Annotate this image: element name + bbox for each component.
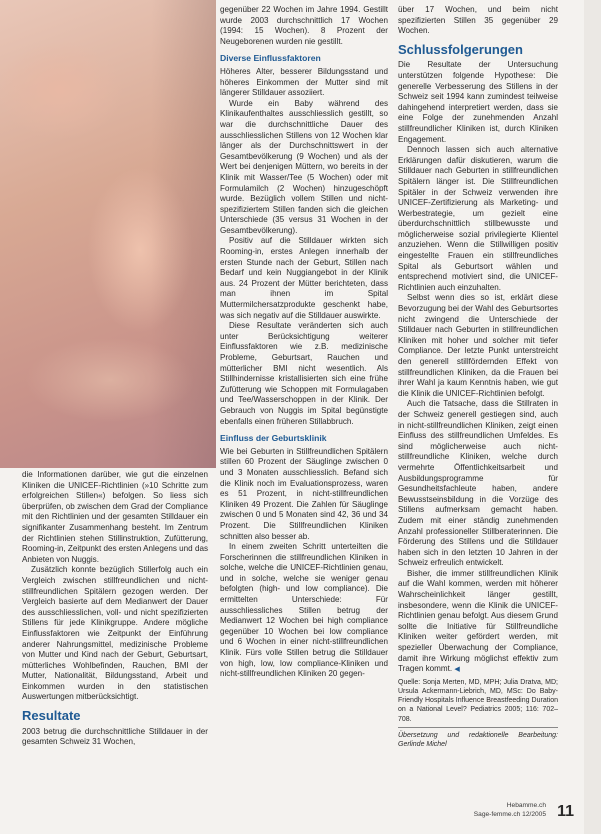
paragraph: Dennoch lassen sich auch alternative Erklärungen dafür diskutieren, warum die Stilldauer nach Geburten in stillfreundlichen Spitälern länger ist. Die Stillfreundlichen Spitäler in der Schweiz verwenden ihre UNICEF-Zertifizierung als Marketing- und Werbestrategie, um gezielt eine überdurchschnittlich stillbewusste und möglicherweise sozial privilegierte Klientel anzuziehen. Wenn die Stillwilligen positiv eingestellte Frauen ein stillfreundliches Spital als Geburtsort wählen und entsprechend motiviert sind, die UNICEF-Richtlinien auch einzuhalten. <box>398 145 558 292</box>
photo-shading <box>0 0 216 468</box>
divider <box>398 727 558 728</box>
paragraph: Höheres Alter, besserer Bildungsstand und höheres Einkommen der Mutter sind mit längerer Stilldauer assoziiert. <box>220 66 388 98</box>
page-edge <box>584 0 601 834</box>
paragraph: über 17 Wochen, und beim nicht spezifizierten Stillen 35 gegenüber 29 Wochen. <box>398 5 558 36</box>
page-footer <box>424 802 574 826</box>
paragraph: Selbst wenn dies so ist, erklärt diese Bevorzugung bei der Wahl des Geburtsortes nicht zwingend die Unterschiede der Stilldauer nach Geburten in stillfreundlichen Kliniken mit hoher und solcher mit tiefer Compliance. Der letzte Punkt unterstreicht den generell stillfördernden Effekt von stillfreundlichen Kliniken, da die Frauen bei ihrer Wahl ja kaum Kenntnis haben, wie gut die Klinik die UNICEF-Richtlinien befolgt. <box>398 293 558 398</box>
heading-resultate: Resultate <box>22 708 81 724</box>
paragraph: die Informationen darüber, wie gut die einzelnen Kliniken die UNICEF-Richtlinien (»10 Schritte zum erfolgreichen Stillen«) befolgen. So liess sich überprüfen, ob zwischen dem Grad der Compliance mit den Richtlinien und der gesamten Stilldauer ein signifikanter Zusammenhang besteht. Im Zentrum der Richtlinien stehen Stillinstruktion, Zufütterung, Rooming-in, Zeitpunkt des ersten Anlegens und das Anbieten von Nuggis. <box>22 470 208 564</box>
translation-credit: Übersetzung und redaktionelle Bearbeitung: Gerlinde Michel <box>398 731 558 749</box>
paragraph: Zusätzlich konnte bezüglich Stillerfolg auch ein Vergleich zwischen stillfreundlichen und nicht-stillfreundlichen Spitälern gezogen werden. Der Vergleich basierte auf dem Medianwert der Dauer des ausschliesslichen, voll- und nicht spezifizierten Stillens für jede Klinikgruppe. Andere mögliche Einflussfaktoren wie Zeitpunkt der Einführung anderer Nahrungsmittel, medizinische Probleme von Mutter und Kind nach der Geburt, Geburtsart, mütterliches Wohlbefinden, Rauchen, BMI der Mutter, Nationalität, Bildungsstand, Arbeit und Einkommen wurden in den statistischen Auswertungen mitberücksichtigt. <box>22 565 208 702</box>
source-reference: Quelle: Sonja Merten, MD, MPH; Julia Dratva, MD; Ursula Ackermann-Liebrich, MD, MSc: Do Baby-Friendly Hospitals Influence Breastfeeding Duration on a National Level? Pediatrics 2005; 116: 702–708. <box>398 678 558 723</box>
paragraph: Wurde ein Baby während des Klinikaufenthaltes ausschliesslich gestillt, so war die durchschnittliche Dauer des ausschliesslichen Stillens von 12 Wochen klar länger als der Durchschnittswert in der Gesamtbevölkerung (9 Wochen) und als der Wert bei denjenigen Müttern, wo bereits in der Klinik mit Wasser/Tee (5 Wochen) oder mit Formulamilch (2 Wochen) hinzugeschöpft wurde. Bezüglich vollem Stillen und nicht-spezifiziertem Stillen fanden sich die gleichen Unterschiede (35 versus 31 Wochen in der Gesamtbevölkerung). <box>220 98 388 235</box>
column-right <box>398 5 558 805</box>
journal-line-1: Hebamme.ch <box>506 802 546 809</box>
paragraph: Die Resultate der Untersuchung unterstützen folgende Hypothese: Die generelle Verbesserung des Stillens in der Schweiz seit 1994 kann zumindest teilweise dahingehend interpretiert werden, dass sie eine Folge der zunehmenden Anzahl stillfreundlicher Kliniken ist, durch Kliniken Engagement. <box>398 60 558 144</box>
heading-einflussfaktoren: Diverse Einflussfaktoren <box>220 53 321 64</box>
paragraph: Diese Resultate veränderten sich auch unter Berücksichtigung weiterer Einflussfaktoren wie z.B. medizinische Probleme, Geburtsart, Rauchen und mütterlicher BMI nicht wesentlich. Als Stillhindernisse kristallisierten sich eine frühe Zufütterung wie Schoppen mit Formulagaben und Tee/Wasserschoppen in der Klinik. Der Gebrauch von Nuggis im Spital begünstigte ebenfalls einen früheren Stillabbruch. <box>220 321 388 426</box>
journal-line-2: Sage-femme.ch 12/2005 <box>473 810 546 818</box>
page-number: 11 <box>557 803 574 820</box>
journal-name <box>474 802 546 819</box>
paragraph: gegenüber 22 Wochen im Jahre 1994. Gestillt wurde 2003 durchschnittlich 17 Wochen (1994: 15 Wochen). 8 Prozent der Neugeborenen wurden nie gestillt. <box>220 5 388 46</box>
heading-schlussfolgerungen: Schlussfolgerungen <box>398 41 523 57</box>
paragraph: Auch die Tatsache, dass die Stillraten in der Schweiz generell gestiegen sind, auch in nicht-stillfreundlichen Kliniken, zeigt einen Einfluss des stillfreundlichen Umfeldes. Es sind möglicherweise auch nicht-stillfreundliche Kliniken, welche durch vermehrte Öffentlichkeitsarbeit und Ausbildungsprogramme für Gesundheitsfachleute haben, andere Bewusstseinsbildung in die Vorzüge des Stillens aufmerksam gemacht haben. Zudem mit einer ständig zunehmenden Anzahl professioneller Stillberaterinnen. Die Förderung des Stillens und die Stilldauer haben sich in den letzten 10 Jahren in der Schweiz erfreulich entwickelt. <box>398 399 558 568</box>
paragraph: Positiv auf die Stilldauer wirkten sich Rooming-in, erstes Anlegen innerhalb der ersten Stunde nach der Geburt, Stillen nach Bedarf und kein Nuggiangebot in der Klinik aus. 24 Prozent der Mütter berichteten, dass man ihnen im Spital Muttermilchersatzprodukte geschenkt habe, was sich negativ auf die Stilldauer auswirkte. <box>220 236 388 320</box>
paragraph: Wie bei Geburten in Stillfreundlichen Spitälern stillen 60 Prozent der Säuglinge zwischen 0 und 3 Monaten ausschliesslich. Befand sich die Klinik noch im Evaluationsprozess, waren es 51 Prozent, in nicht-stillfreundlichen Kliniken 49 Prozent. Die Zahlen für Säuglinge zwischen 0 und 5 Monaten sind 42, 36 und 34 Prozent. Die Stillfreundlichen Kliniken schnitten also besser ab. <box>220 446 388 541</box>
column-left <box>22 470 208 830</box>
paragraph: In einem zweiten Schritt unterteilten die Forscherinnen die stillfreundlichen Kliniken in solche, welche die UNICEF-Richtlinien genau, und in solche, welche sie weniger genau befolgten (high- und low compliance). Die ermittelten Unterschiede: Für ausschliessliches Stillen betrug der Medianwert 12 Wochen bei high compliance gegenüber 10 Wochen bei low compliance und 6 Wochen in einer nicht-stillfreundlichen Klinik. Fürs volle Stillen betrug die Stilldauer von high, low, low compliance-Kliniken und nicht-stillfreundlichen Kliniken 20 gegen- <box>220 542 388 679</box>
column-middle <box>220 5 388 829</box>
heading-geburtsklinik: Einfluss der Geburtsklinik <box>220 433 327 444</box>
paragraph-text: Bisher, die immer stillfreundlichen Klinik auf die Wahl kommen, werden mit höherer Wahrscheinlichkeit länger gestillt, insbesondere, wenn die Klinik die UNICEF-Richtlinien genau befolgt. Aus diesem Grund sollte die Initiative für Stillfreundliche Kliniken weiter gefördert werden, mit spezieller Überwachung der Compliance, damit ihre Wirkung möglichst effektiv zum Tragen kommt. <box>398 568 558 674</box>
end-triangle-icon: ◀ <box>454 666 460 674</box>
paragraph <box>398 569 558 676</box>
paragraph: 2003 betrug die durchschnittliche Stilldauer in der gesamten Schweiz 31 Wochen, <box>22 726 208 747</box>
